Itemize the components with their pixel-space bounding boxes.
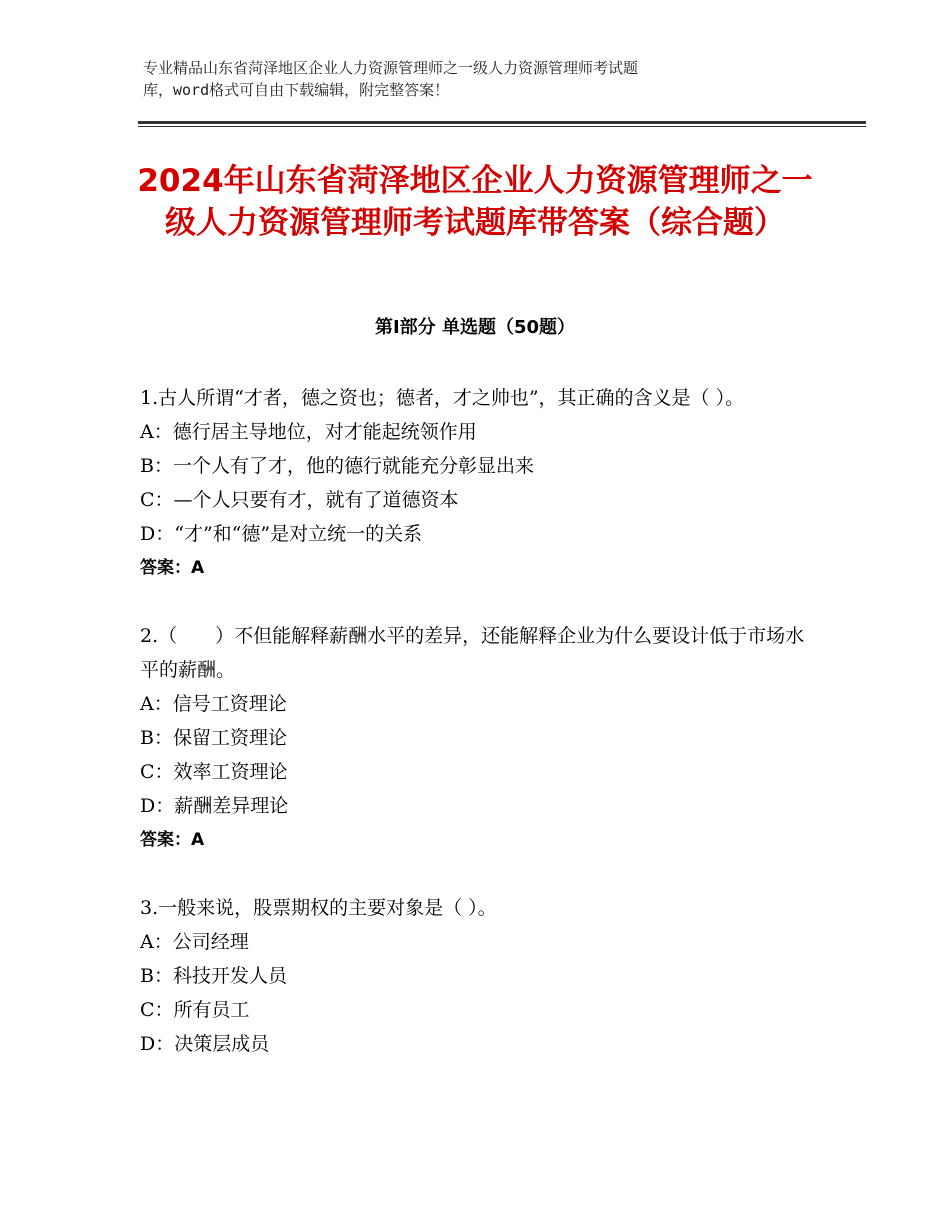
question-item xyxy=(140,619,820,857)
question-option: B：保留工资理论 xyxy=(140,727,287,749)
question-item xyxy=(140,381,820,585)
question-stem: 1.古人所谓“才者，德之资也；德者，才之帅也”，其正确的含义是（ ）。 xyxy=(140,387,745,409)
header-note-line: 专业精品山东省菏泽地区企业人力资源管理师之一级人力资源管理师考试题 xyxy=(143,59,639,77)
question-answer: 答案：A xyxy=(140,830,205,850)
question-option: C：效率工资理论 xyxy=(140,761,288,783)
header-divider-thick xyxy=(138,121,866,124)
question-option: B：一个人有了才，他的德行就能充分彰显出来 xyxy=(140,455,534,477)
question-stem: 3.一般来说，股票期权的主要对象是（ ）。 xyxy=(140,897,497,919)
header-note xyxy=(143,57,823,101)
question-option: B：科技开发人员 xyxy=(140,965,287,987)
question-option: D：薪酬差异理论 xyxy=(140,795,289,817)
header-note-line: 库，word格式可自由下载编辑，附完整答案！ xyxy=(143,81,450,99)
question-option: A：信号工资理论 xyxy=(140,693,287,715)
question-option: D：决策层成员 xyxy=(140,1033,270,1055)
question-list xyxy=(140,381,820,1095)
question-option: C：—个人只要有才，就有了道德资本 xyxy=(140,489,459,511)
question-option: D：“才”和“德”是对立统一的关系 xyxy=(140,523,423,545)
question-option: C：所有员工 xyxy=(140,999,250,1021)
header-divider-thin xyxy=(138,126,866,127)
question-answer: 答案：A xyxy=(140,558,205,578)
question-option: A：公司经理 xyxy=(140,931,249,953)
question-stem: 2.（ ）不但能解释薪酬水平的差异，还能解释企业为什么要设计低于市场水平的薪酬。 xyxy=(140,625,805,681)
document-title: 2024年山东省菏泽地区企业人力资源管理师之一级人力资源管理师考试题库带答案（综合题） xyxy=(137,163,813,241)
question-item xyxy=(140,891,820,1061)
section-title: 第Ⅰ部分 单选题（50题） xyxy=(374,317,575,338)
question-option: A：德行居主导地位，对才能起统领作用 xyxy=(140,421,477,443)
